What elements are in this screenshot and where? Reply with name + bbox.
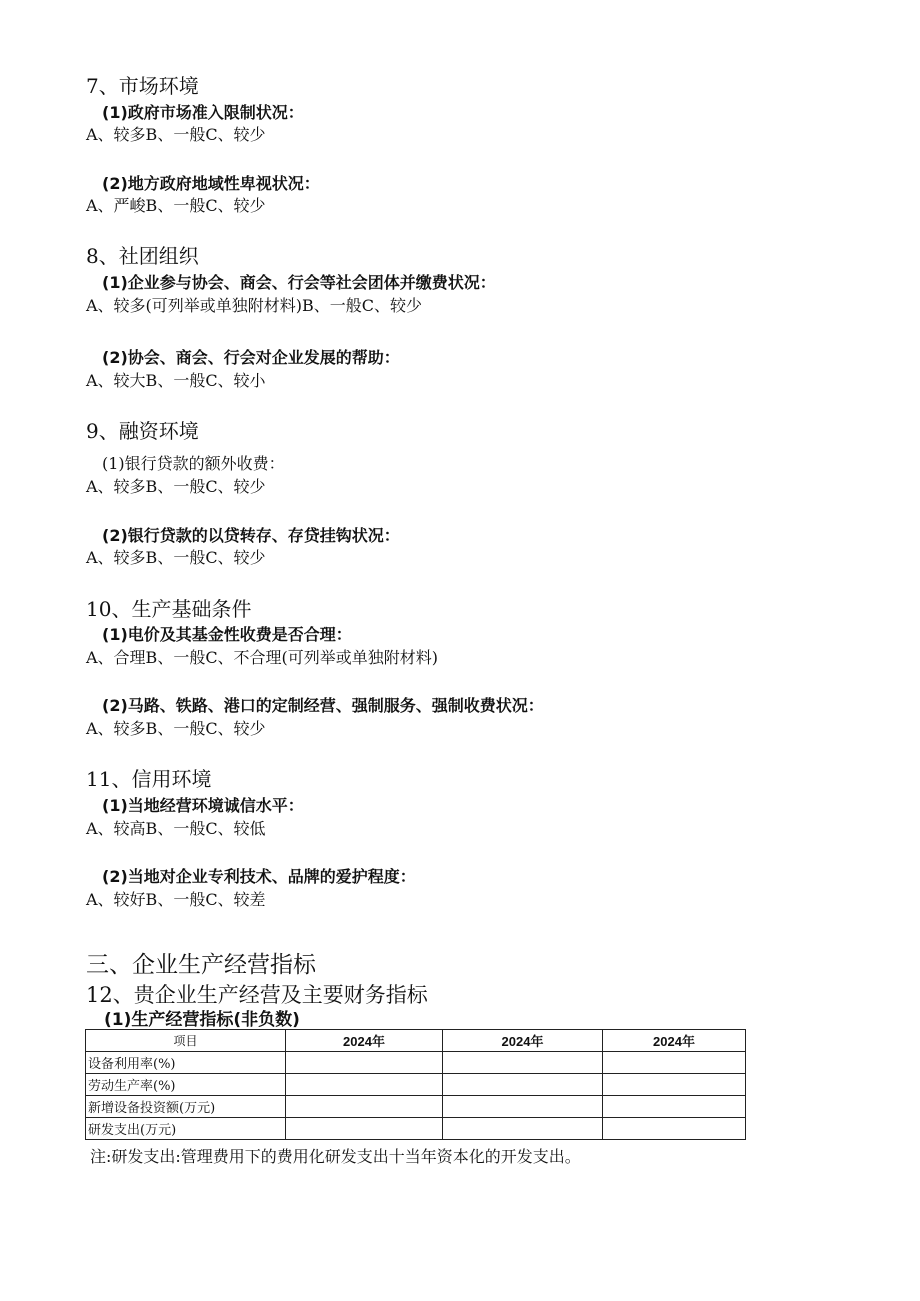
answer-10-2: A、较多B、一般C、较少 — [86, 719, 266, 738]
question-12-heading: 12、贵企业生产经营及主要财务指标 — [86, 983, 428, 1007]
part3-title: 三、企业生产经营指标 — [86, 952, 316, 978]
input-cell[interactable] — [286, 1118, 443, 1140]
input-cell[interactable] — [286, 1052, 443, 1074]
input-cell[interactable] — [286, 1096, 443, 1118]
table-note: 注:研发支出:管理费用下的费用化研发支出十当年资本化的开发支出。 — [90, 1147, 581, 1166]
header-year-2: 2024年 — [443, 1030, 603, 1052]
indicator-table — [85, 1029, 746, 1140]
input-cell[interactable] — [443, 1074, 603, 1096]
input-cell[interactable] — [603, 1096, 746, 1118]
section-8-heading: 8、社团组织 — [86, 244, 199, 268]
question-10-2: (2)马路、铁路、港口的定制经营、强制服务、强制收费状况： — [102, 696, 544, 715]
answer-9-1: A、较多B、一般C、较少 — [86, 477, 266, 496]
section-11-heading: 11、信用环境 — [86, 767, 212, 791]
question-11-1: (1)当地经营环境诚信水平： — [102, 796, 304, 815]
input-cell[interactable] — [603, 1118, 746, 1140]
question-8-2: (2)协会、商会、行会对企业发展的帮助： — [102, 348, 400, 367]
answer-9-2: A、较多B、一般C、较少 — [86, 548, 266, 567]
header-year-3: 2024年 — [603, 1030, 746, 1052]
input-cell[interactable] — [603, 1052, 746, 1074]
answer-7-2: A、严峻B、一般C、较少 — [86, 196, 266, 215]
section-7-heading: 7、市场环境 — [86, 74, 199, 98]
table-row — [86, 1118, 746, 1140]
input-cell[interactable] — [603, 1074, 746, 1096]
question-8-1: (1)企业参与协会、商会、行会等社会团体并缴费状况： — [102, 273, 496, 292]
question-7-1: (1)政府市场准入限制状况： — [102, 103, 304, 122]
question-9-2: (2)银行贷款的以贷转存、存贷挂钩状况： — [102, 526, 400, 545]
answer-8-1: A、较多(可列举或单独附材料)B、一般C、较少 — [86, 296, 423, 315]
answer-11-1: A、较高B、一般C、较低 — [86, 819, 266, 838]
input-cell[interactable] — [443, 1118, 603, 1140]
question-10-1: (1)电价及其基金性收费是否合理： — [102, 625, 352, 644]
section-9-heading: 9、融资环境 — [86, 419, 199, 443]
input-cell[interactable] — [286, 1074, 443, 1096]
table-row — [86, 1096, 746, 1118]
input-cell[interactable] — [443, 1052, 603, 1074]
row-label: 研发支出(万元) — [86, 1118, 286, 1140]
question-7-2: (2)地方政府地域性卑视状况： — [102, 174, 320, 193]
answer-7-1: A、较多B、一般C、较少 — [86, 125, 266, 144]
header-year-1: 2024年 — [286, 1030, 443, 1052]
row-label: 设备利用率(%) — [86, 1052, 286, 1074]
answer-11-2: A、较好B、一般C、较差 — [86, 890, 266, 909]
table-row — [86, 1074, 746, 1096]
table-caption: (1)生产经营指标(非负数) — [104, 1010, 300, 1030]
table-row — [86, 1052, 746, 1074]
row-label: 劳动生产率(%) — [86, 1074, 286, 1096]
table-header-row — [86, 1030, 746, 1052]
row-label: 新增设备投资额(万元) — [86, 1096, 286, 1118]
answer-8-2: A、较大B、一般C、较小 — [86, 371, 266, 390]
section-10-heading: 10、生产基础条件 — [86, 597, 252, 621]
header-item: 项目 — [86, 1030, 286, 1052]
question-11-2: (2)当地对企业专利技术、品牌的爱护程度： — [102, 867, 416, 886]
question-9-1: (1)银行贷款的额外收费： — [102, 454, 285, 473]
input-cell[interactable] — [443, 1096, 603, 1118]
answer-10-1: A、合理B、一般C、不合理(可列举或单独附材料) — [86, 648, 439, 667]
